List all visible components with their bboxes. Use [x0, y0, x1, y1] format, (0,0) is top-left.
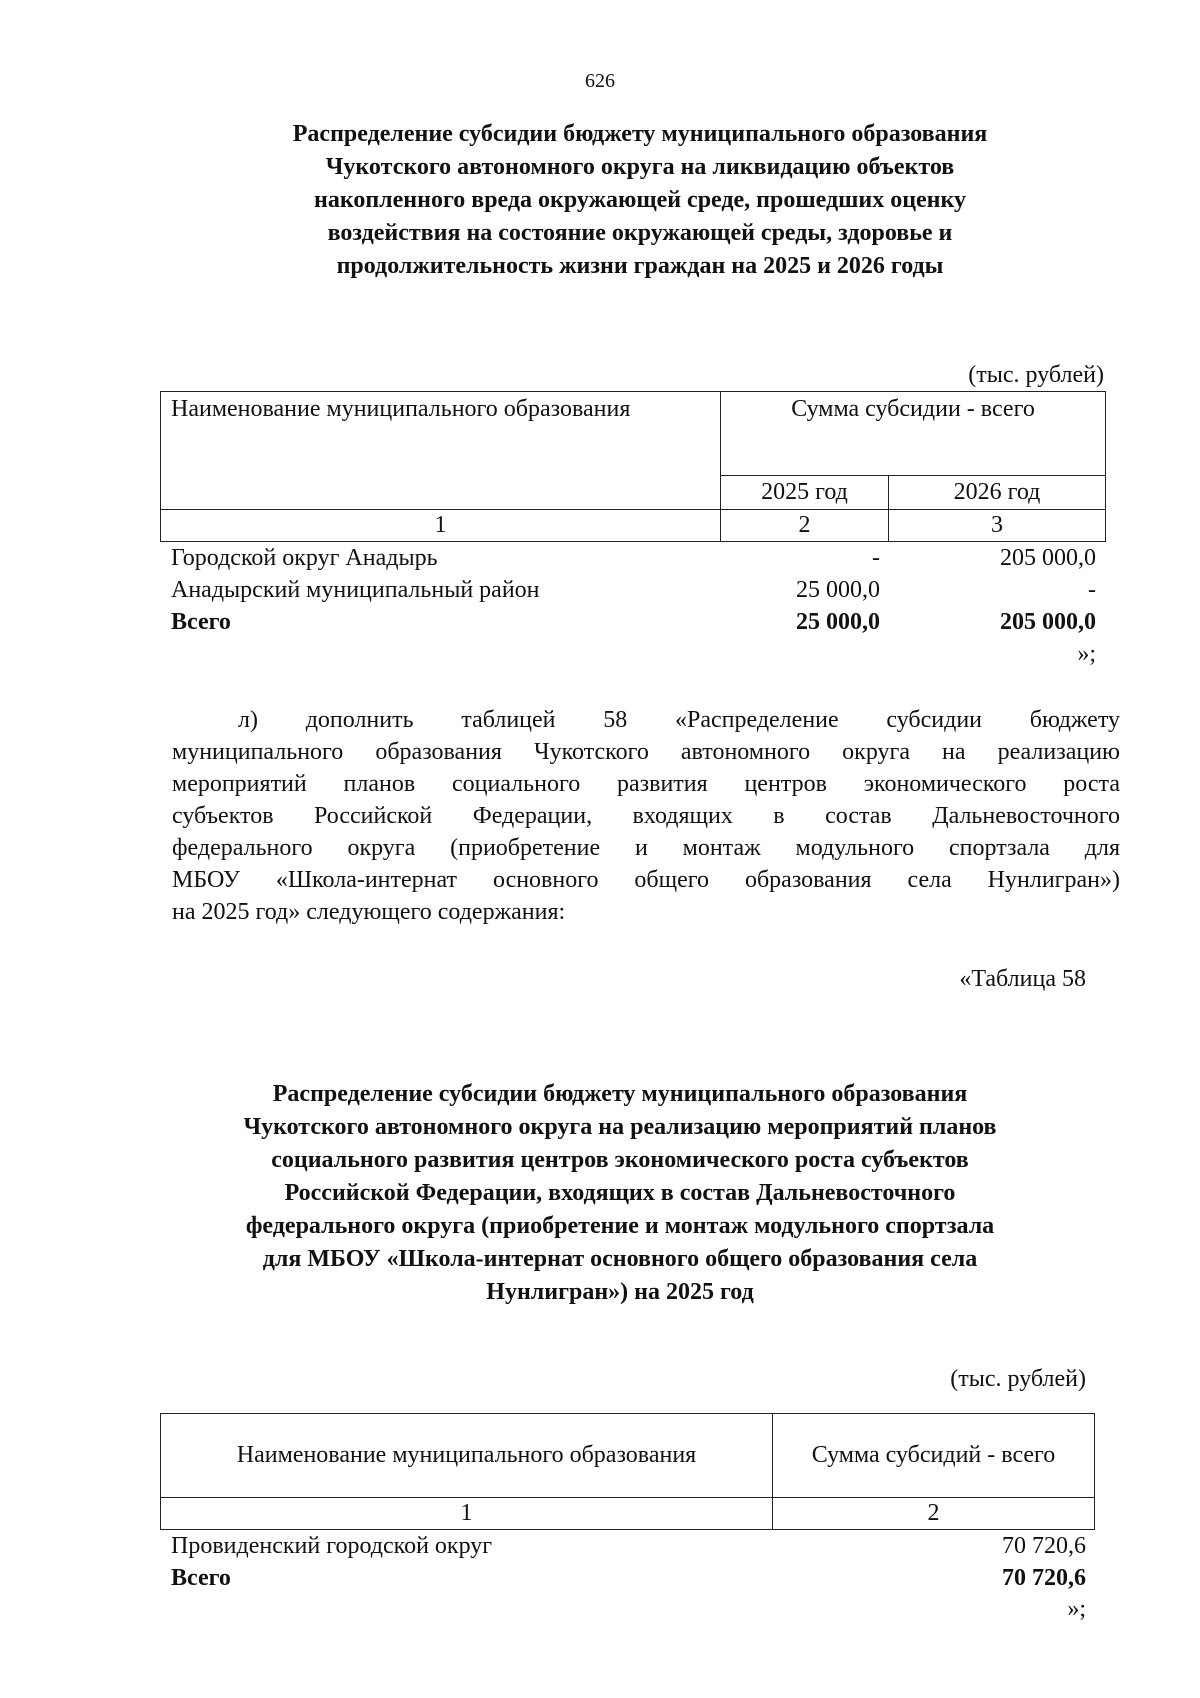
- table1-header-year-2025: 2025 год: [721, 476, 889, 510]
- paragraph-line: муниципального образования Чукотского автономного округа на реализацию: [172, 739, 1120, 765]
- paragraph-line: на 2025 год» следующего содержания:: [172, 899, 566, 925]
- table1-title-line: накопленного вреда окружающей среде, прошедших оценку: [314, 187, 966, 213]
- table2-title-line: для МБОУ «Школа-интернат основного общего образования села: [262, 1246, 978, 1272]
- table2-title-line: Российской Федерации, входящих в состав Дальневосточного: [284, 1180, 956, 1206]
- table1-row-name: Городской округ Анадырь: [171, 545, 438, 571]
- table1-header: [160, 391, 1106, 542]
- table2-total-value: 70 720,6: [1002, 1565, 1086, 1591]
- table1-header-name: Наименование муниципального образования: [161, 392, 721, 510]
- paragraph-line: мероприятий планов социального развития центров экономического роста: [172, 771, 1120, 797]
- table1-row-2026: -: [1088, 577, 1096, 603]
- table2-title: [140, 1078, 1100, 1309]
- table1-title-line: воздействия на состояние окружающей среды, здоровье и: [327, 220, 953, 246]
- table2-title-line: социального развития центров экономического роста субъектов: [271, 1147, 969, 1173]
- table1-header-year-2026: 2026 год: [889, 476, 1106, 510]
- paragraph-line: л) дополнить таблицей 58 «Распределение субсидии бюджету: [238, 707, 1120, 733]
- amendment-paragraph: [172, 704, 1120, 928]
- table1-row-2025: 25 000,0: [796, 577, 880, 603]
- paragraph-line: МБОУ «Школа-интернат основного общего образования села Нунлигран»): [172, 867, 1120, 893]
- table2-colnum-1: 1: [161, 1498, 773, 1530]
- paragraph-line: субъектов Российской Федерации, входящих в состав Дальневосточного: [172, 803, 1120, 829]
- table1-row-name: Анадырский муниципальный район: [171, 577, 540, 603]
- table1-closing-quote: »;: [1077, 641, 1096, 667]
- table1-units: (тыс. рублей): [968, 362, 1104, 388]
- table1-title-line: Распределение субсидии бюджету муниципального образования: [292, 121, 988, 147]
- table2-title-line: Нунлигран») на 2025 год: [486, 1279, 754, 1305]
- table1-total-2025: 25 000,0: [796, 609, 880, 635]
- table2-closing-quote: »;: [1067, 1596, 1086, 1622]
- paragraph-line: федерального округа (приобретение и монтаж модульного спортзала для: [172, 835, 1120, 861]
- table2-title-line: федерального округа (приобретение и монтаж модульного спортзала: [245, 1213, 995, 1239]
- table1-title: [160, 118, 1120, 283]
- table1-colnum-1: 1: [161, 510, 721, 542]
- table1-total-2026: 205 000,0: [1000, 609, 1096, 635]
- table1-colnum-3: 3: [889, 510, 1106, 542]
- table2-header: [160, 1413, 1095, 1530]
- table1-colnum-2: 2: [721, 510, 889, 542]
- table2-label: «Таблица 58: [959, 966, 1086, 992]
- table1-header-sum: Сумма субсидии - всего: [721, 392, 1106, 476]
- table2-title-line: Распределение субсидии бюджету муниципального образования: [272, 1081, 968, 1107]
- table2-total-label: Всего: [171, 1565, 231, 1591]
- table2-row-name: Провиденский городской округ: [171, 1533, 493, 1559]
- table2-title-line: Чукотского автономного округа на реализацию мероприятий планов: [243, 1114, 997, 1140]
- table2-colnum-2: 2: [773, 1498, 1095, 1530]
- table1-total-label: Всего: [171, 609, 231, 635]
- page-number: 626: [585, 70, 615, 92]
- table2-header-sum: Сумма субсидий - всего: [773, 1414, 1095, 1498]
- table1-title-line: продолжительность жизни граждан на 2025 и 2026 годы: [336, 253, 944, 279]
- table2-header-name: Наименование муниципального образования: [161, 1414, 773, 1498]
- table2-units: (тыс. рублей): [950, 1366, 1086, 1392]
- table1-title-line: Чукотского автономного округа на ликвидацию объектов: [325, 154, 955, 180]
- table2-row-value: 70 720,6: [1002, 1533, 1086, 1559]
- table1-row-2025: -: [872, 545, 880, 571]
- table1-row-2026: 205 000,0: [1000, 545, 1096, 571]
